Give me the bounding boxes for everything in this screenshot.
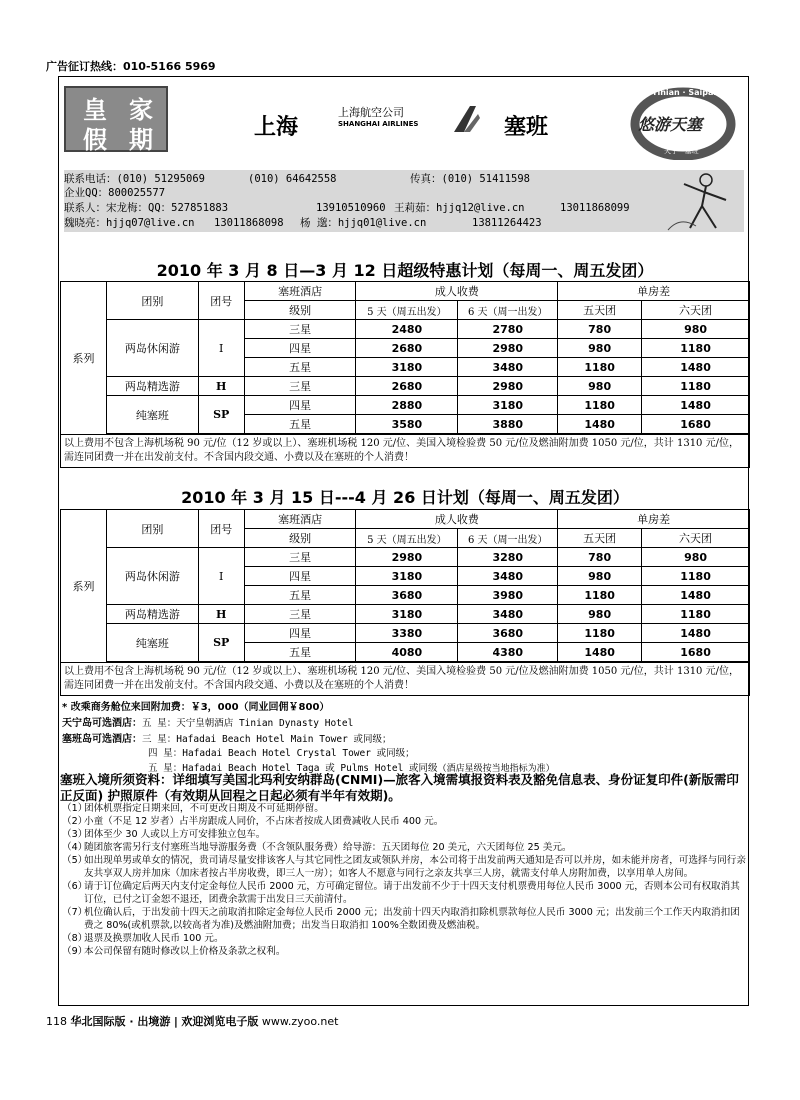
plan1-title: 2010 年 3 月 8 日—3 月 12 日超级特惠计划（每周一、周五发团） bbox=[156, 261, 654, 280]
plan2-price-table: 系列 团别 团号 塞班酒店 成人收费 单房差 级别 5 天（周五出发） 6 天（周一出发） 五天团 六天团 两岛休闲游 I 三星 2980 3280 780 980 四星 3180 3480 980 1180 五星 3680 3980 1180 1480 两岛精选游 H 三星 3180 3480 980 1180 纯塞班 SP 四星 3380 3680 1180 1480 五星 4080 4380 1480 1680 以上费用不包含上海机场税 90 元/位（12 岁或以上）、塞班机场税 120 元/位、美国入境检验费 50 元/位及燃油附加费 1050 元/位，共计 1310 元/位，需连同团费一并在出发前支付。不含国内段交通、小费以及在塞班的个人消费！ bbox=[60, 509, 750, 696]
series-label: 系列 bbox=[61, 510, 107, 663]
table-row: 纯塞班 SP 四星 3380 3680 1180 1480 bbox=[61, 624, 750, 643]
list-item: （7） 机位确认后，于出发前十四天之前取消扣除定金每位人民币 2000 元；出发前十四天内取消扣除机票款每位人民币 3000 元；出发前三个工作天内取消扣团费之 80%(或机票款,以较高者为准)及燃油附加费；出发当日取消扣 100%全数团费及燃油税。 bbox=[62, 907, 740, 931]
dancing-figure-icon bbox=[660, 170, 744, 232]
list-item: （4） 随团旅客需另行支付塞班当地导游服务费（不含领队服务费）给导游：五天团每位 20 美元，六天团每位 25 美元。 bbox=[62, 842, 572, 853]
table-row: 五星 4080 4380 1480 1680 bbox=[61, 643, 750, 662]
list-item: （9） 本公司保留有随时修改以上价格及条款之权利。 bbox=[62, 946, 286, 957]
table-row: 两岛精选游 H 三星 3180 3480 980 1180 bbox=[61, 605, 750, 624]
table-row: 两岛休闲游 I 三星 2980 3280 780 980 bbox=[61, 548, 750, 567]
saipan-hotel-5star: 五 星：Hafadai Beach Hotel Taga 或 Pulms Hotel 或同级 bbox=[148, 763, 438, 774]
page-footer: 118 华北国际版 · 出境游 | 欢迎浏览电子版 www.zyoo.net bbox=[46, 1015, 339, 1028]
contact-box: 联系电话：(010) 51295069 (010) 64642558 传真：(010) 51411598 企业QQ：800025577 联系人：宋龙梅：QQ：527851883 13910510960 王莉茹：hjjq12@live.cn 13011868099 魏晓亮：hjjq07@live.cn 13011868098 杨 邈：hjjq01@live.cn 13811264423 bbox=[64, 170, 744, 232]
table-row: 五星 3180 3480 1180 1480 bbox=[61, 358, 750, 377]
airline-tail-icon bbox=[450, 104, 482, 134]
table-row: 纯塞班 SP 四星 2880 3180 1180 1480 bbox=[61, 396, 750, 415]
page-number: 118 bbox=[46, 1015, 67, 1028]
list-item: （5） 如出现单男或单女的情况，贵司请尽量安排该客人与其它同性之团友或领队并房，本公司将于出发前两天通知是否可以并房，如未能并房者，可选择与同行亲友共享双人房并加床（加床者按占半房收费，即三人一房）；如客人不愿意与同行之亲友共享三人房，就需支付单人房附加费，以享用单人房间。 bbox=[62, 855, 746, 879]
shanghai-airlines-logo: 上海航空公司 SHANGHAI AIRLINES bbox=[338, 104, 488, 134]
table-row: 两岛精选游 H 三星 2680 2980 980 1180 bbox=[61, 377, 750, 396]
plan2-title: 2010 年 3 月 15 日---4 月 26 日计划（每周一、周五发团） bbox=[181, 488, 629, 507]
table-row: 五星 3580 3880 1480 1680 bbox=[61, 415, 750, 434]
header-saipan: 塞班 bbox=[504, 114, 549, 140]
tinian-hotel: 五 星：天宁皇朝酒店 Tinian Dynasty Hotel bbox=[142, 718, 354, 729]
saipan-hotel-3star: 三 星：Hafadai Beach Hotel Main Tower 或同级； bbox=[142, 734, 392, 745]
list-item: （3） 团体至少 30 人或以上方可安排独立包车。 bbox=[62, 829, 266, 840]
header-shanghai: 上海 bbox=[254, 114, 299, 140]
list-item: （1） 团体机票指定日期来回，不可更改日期及不可延期停留。 bbox=[62, 803, 324, 814]
plan2-fee-note: 以上费用不包含上海机场税 90 元/位（12 岁或以上）、塞班机场税 120 元/位、美国入境检验费 50 元/位及燃油附加费 1050 元/位，共计 1310 元/位，需连同团费一并在出发前支付。不含国内段交通、小费以及在塞班的个人消费！ bbox=[61, 663, 750, 696]
plan1-fee-note: 以上费用不包含上海机场税 90 元/位（12 岁或以上）、塞班机场税 120 元/位、美国入境检验费 50 元/位及燃油附加费 1050 元/位，共计 1310 元/位，需连同团费一并在出发前支付。不含国内段交通、小费以及在塞班的个人消费！ bbox=[61, 435, 750, 468]
series-label: 系列 bbox=[61, 282, 107, 435]
table-row: 四星 2680 2980 980 1180 bbox=[61, 339, 750, 358]
table-row: 两岛休闲游 I 三星 2480 2780 780 980 bbox=[61, 320, 750, 339]
list-item: （2） 小童（不足 12 岁者）占半房跟成人同价，不占床者按成人团费减收人民币 400 元。 bbox=[62, 816, 444, 827]
table-row: 五星 3680 3980 1180 1480 bbox=[61, 586, 750, 605]
website-link[interactable]: www.zyoo.net bbox=[261, 1015, 339, 1028]
list-item: （8） 退票及换票加收人民币 100 元。 bbox=[62, 933, 224, 944]
saipan-hotel-4star: 四 星：Hafadai Beach Hotel Crystal Tower 或同级； bbox=[148, 748, 415, 759]
plan1-price-table: 系列 团别 团号 塞班酒店 成人收费 单房差 级别 5 天（周五出发） 6 天（周一出发） 五天团 六天团 两岛休闲游 I 三星 2480 2780 780 980 四星 2680 2980 980 1180 五星 3180 3480 1180 1480 两岛精选游 H 三星 2680 2980 980 1180 纯塞班 SP 四星 2880 3180 1180 1480 五星 3580 3880 1480 1680 以上费用不包含上海机场税 90 元/位（12 岁或以上）、塞班机场税 120 元/位、美国入境检验费 50 元/位及燃油附加费 1050 元/位，共计 1310 元/位，需连同团费一并在出发前支付。不含国内段交通、小费以及在塞班的个人消费！ bbox=[60, 281, 750, 468]
ad-hotline: 广告征订热线：010-5166 5969 bbox=[46, 60, 216, 73]
table-row: 四星 3180 3480 980 1180 bbox=[61, 567, 750, 586]
terms-list bbox=[62, 802, 746, 958]
entry-requirements: 塞班入境所须资料：详细填写美国北玛利安纳群岛(CNMI)—旅客入境需填报资料表及豁免信息表、身份证复印件(新版需印正反面) 护照原件（有效期从回程之日起必须有半年有效期)。 bbox=[60, 772, 739, 803]
royal-holiday-logo: 皇 家 假 期 bbox=[64, 86, 168, 152]
list-item: （6） 请于订位确定后两天内支付定金每位人民币 2000 元，方可确定留位。请于出发前不少于十四天支付机票费用每位人民币 3000 元，否则本公司有权取消其订位，已付之订金恕不退还，团费余款需于出发日三天前清付。 bbox=[62, 881, 740, 905]
tinian-saipan-brand-logo: Tinian · Saipan 悠游天塞 天宁 · 塞班 bbox=[628, 84, 738, 160]
business-class-upgrade: * 改乘商务舱位来回附加费：￥3，000（同业回佣￥800） bbox=[62, 702, 330, 713]
